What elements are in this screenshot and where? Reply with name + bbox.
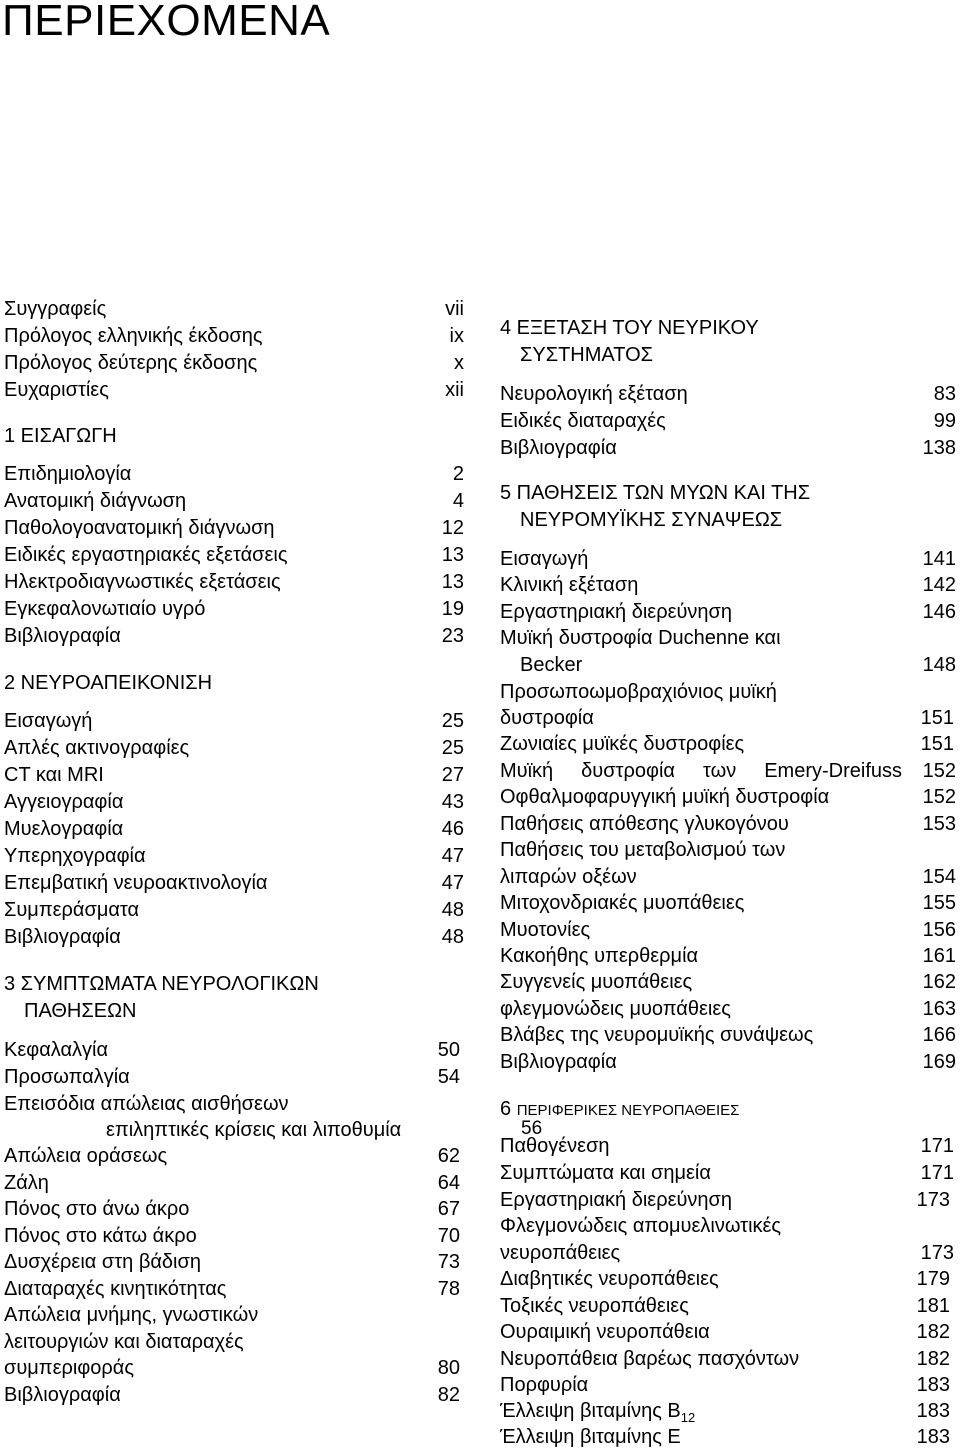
- entry-page: 152: [922, 760, 956, 782]
- entry-page: vii: [445, 298, 464, 320]
- entry-title: Εγκεφαλονωτιαίο υγρό: [4, 598, 206, 620]
- entry-page: 12: [441, 517, 464, 539]
- entry-title: δυστροφία: [500, 707, 594, 729]
- entry-word: Emery-Dreifuss: [764, 760, 902, 782]
- chapter-heading-cont[interactable]: ΝΕΥΡΟΜΥΪΚΗΣ ΣΥΝΑΨΕΩΣ: [520, 509, 783, 531]
- entry-title: Ειδικές εργαστηριακές εξετάσεις: [4, 544, 288, 566]
- entry-title: CT και MRI: [4, 764, 104, 786]
- entry-title: Προσωπαλγία: [4, 1066, 130, 1088]
- entry-page: 162: [922, 971, 956, 993]
- entry-page: 64: [437, 1172, 460, 1194]
- entry-page: ix: [449, 325, 464, 347]
- chapter-title: ΠΕΡΙΦΕΡΙΚΕΣ ΝΕΥΡΟΠΑΘΕΙΕΣ: [516, 1102, 740, 1119]
- toc-entry-title[interactable]: Απώλεια μνήμης, γνωστικών: [4, 1304, 259, 1326]
- entry-page: 161: [922, 945, 956, 967]
- entry-page: 13: [441, 571, 464, 593]
- entry-page: 153: [922, 813, 956, 835]
- entry-page: 47: [441, 845, 464, 867]
- entry-page: 171: [920, 1162, 954, 1184]
- entry-page: 182: [916, 1321, 950, 1343]
- entry-title: Βιβλιογραφία: [4, 1384, 121, 1406]
- entry-title: Επεμβατική νευροακτινολογία: [4, 872, 268, 894]
- chapter-heading-cont[interactable]: ΠΑΘΗΣΕΩΝ: [24, 1000, 137, 1022]
- entry-page: 43: [441, 791, 464, 813]
- entry-page: 182: [916, 1348, 950, 1370]
- entry-title: Υπερηχογραφία: [4, 845, 146, 867]
- chapter-heading-cont[interactable]: ΣΥΣΤΗΜΑΤΟΣ: [520, 344, 654, 366]
- entry-page: 152: [922, 786, 956, 808]
- entry-title: Οφθαλμοφαρυγγική μυϊκή δυστροφία: [500, 786, 830, 808]
- entry-page: 47: [441, 872, 464, 894]
- entry-title: Διαταραχές κινητικότητας: [4, 1278, 227, 1300]
- chapter-heading[interactable]: 3 ΣΥΜΠΤΩΜΑΤΑ ΝΕΥΡΟΛΟΓΙΚΩΝ: [4, 973, 319, 995]
- entry-title: Συγγραφείς: [4, 298, 107, 320]
- entry-page: 151: [920, 733, 954, 755]
- entry-page-overflow: 56: [521, 1118, 543, 1139]
- entry-title: συμπεριφοράς: [4, 1357, 135, 1379]
- toc-entry-title[interactable]: Επεισόδια απώλειας αισθήσεων: [4, 1093, 289, 1115]
- chapter-heading[interactable]: 4 ΕΞΕΤΑΣΗ ΤΟΥ ΝΕΥΡΙΚΟΥ: [500, 317, 759, 339]
- entry-page: x: [454, 352, 464, 374]
- entry-title-text: Έλλειψη βιταμίνης Β: [500, 1400, 681, 1422]
- entry-title: Εργαστηριακή διερεύνηση: [500, 1189, 733, 1211]
- entry-page: 67: [437, 1198, 460, 1220]
- chapter-heading[interactable]: 5 ΠΑΘΗΣΕΙΣ ΤΩΝ ΜΥΩΝ ΚΑΙ ΤΗΣ: [500, 482, 811, 504]
- entry-title: Πρόλογος ελληνικής έκδοσης: [4, 325, 263, 347]
- entry-title: Επιδημιολογία: [4, 463, 132, 485]
- entry-page: 62: [437, 1145, 460, 1167]
- entry-page: 70: [437, 1225, 460, 1247]
- entry-title: Βλάβες της νευρομυϊκής συνάψεως: [500, 1024, 814, 1046]
- entry-title: Πορφυρία: [500, 1374, 589, 1396]
- entry-subscript: 12: [680, 1410, 696, 1425]
- entry-page: 183: [916, 1400, 950, 1422]
- entry-title: [500, 759, 902, 783]
- chapter-number: 6: [500, 1098, 512, 1120]
- entry-title: Πρόλογος δεύτερης έκδοσης: [4, 352, 258, 374]
- entry-word: Μυϊκή: [500, 760, 554, 782]
- entry-page: 183: [916, 1426, 950, 1448]
- entry-title: Συμπτώματα και σημεία: [500, 1162, 711, 1184]
- toc-entry-title[interactable]: Παθήσεις του μεταβολισμού των: [500, 839, 786, 861]
- entry-page: 146: [922, 601, 956, 623]
- entry-title: Ευχαριστίες: [4, 379, 109, 401]
- entry-title: Δυσχέρεια στη βάδιση: [4, 1251, 201, 1273]
- entry-page: 173: [920, 1242, 954, 1264]
- entry-title: Νευροπάθεια βαρέως πασχόντων: [500, 1348, 800, 1370]
- entry-title: νευροπάθειες: [500, 1242, 621, 1264]
- entry-page: 25: [441, 710, 464, 732]
- entry-page: 46: [441, 818, 464, 840]
- entry-page: 82: [437, 1384, 460, 1406]
- toc-entry-title-cont[interactable]: επιληπτικές κρίσεις και λιποθυμία: [106, 1119, 402, 1141]
- entry-title: Κακοήθης υπερθερμία: [500, 945, 699, 967]
- entry-title: Κλινική εξέταση: [500, 574, 639, 596]
- entry-title: Έλλειψη βιταμίνης Ε: [500, 1426, 681, 1448]
- entry-page: 151: [920, 707, 954, 729]
- entry-title: Εισαγωγή: [4, 710, 93, 732]
- entry-title: Απώλεια οράσεως: [4, 1145, 168, 1167]
- entry-page: 78: [437, 1278, 460, 1300]
- entry-title: Βιβλιογραφία: [4, 625, 121, 647]
- entry-page: 48: [441, 899, 464, 921]
- entry-title: Ζάλη: [4, 1172, 49, 1194]
- entry-title: λιπαρών οξέων: [500, 866, 637, 888]
- entry-page: 148: [922, 654, 956, 676]
- entry-page: 54: [437, 1066, 460, 1088]
- entry-title: Συγγενείς μυοπάθειες: [500, 971, 693, 993]
- entry-title: Βιβλιογραφία: [500, 437, 617, 459]
- entry-page: 181: [916, 1295, 950, 1317]
- entry-title: Τοξικές νευροπάθειες: [500, 1295, 689, 1317]
- entry-title: [500, 1399, 695, 1423]
- entry-title: Κεφαλαλγία: [4, 1039, 109, 1061]
- entry-page: 2: [452, 463, 464, 485]
- entry-title: Παθογένεση: [500, 1135, 610, 1157]
- chapter-heading[interactable]: 2 ΝΕΥΡΟΑΠΕΙΚΟΝΙΣΗ: [4, 672, 213, 694]
- entry-page: xii: [445, 379, 464, 401]
- entry-title: Παθολογοανατομική διάγνωση: [4, 517, 275, 539]
- toc-entry-title[interactable]: Μυϊκή δυστροφία Duchenne και: [500, 627, 781, 649]
- entry-page: 48: [441, 926, 464, 948]
- entry-title: Εργαστηριακή διερεύνηση: [500, 601, 733, 623]
- entry-title: Ειδικές διαταραχές: [500, 410, 666, 432]
- entry-title: Μυοτονίες: [500, 919, 591, 941]
- entry-title: Ζωνιαίες μυϊκές δυστροφίες: [500, 733, 745, 755]
- entry-page: 156: [922, 919, 956, 941]
- entry-title: Συμπεράσματα: [4, 899, 140, 921]
- entry-title: Πόνος στο κάτω άκρο: [4, 1225, 197, 1247]
- entry-page: 80: [437, 1357, 460, 1379]
- entry-page: 13: [441, 544, 464, 566]
- entry-word: δυστροφία: [581, 760, 675, 782]
- entry-page: 173: [916, 1189, 950, 1211]
- entry-title: Αγγειογραφία: [4, 791, 124, 813]
- entry-title: Εισαγωγή: [500, 548, 589, 570]
- entry-page: 27: [441, 764, 464, 786]
- entry-page: 169: [922, 1051, 956, 1073]
- entry-page: 183: [916, 1374, 950, 1396]
- entry-title: Απλές ακτινογραφίες: [4, 737, 190, 759]
- entry-title: Παθήσεις απόθεσης γλυκογόνου: [500, 813, 789, 835]
- entry-title: Μιτοχονδριακές μυοπάθειες: [500, 892, 745, 914]
- entry-page: 19: [441, 598, 464, 620]
- entry-title: Βιβλιογραφία: [4, 926, 121, 948]
- entry-title: Πόνος στο άνω άκρο: [4, 1198, 190, 1220]
- toc-entry-title-cont[interactable]: λειτουργιών και διαταραχές: [4, 1331, 244, 1353]
- toc-entry-title[interactable]: Προσωποωμοβραχιόνιος μυϊκή: [500, 681, 777, 703]
- entry-page: 154: [922, 866, 956, 888]
- entry-page: 171: [920, 1135, 954, 1157]
- entry-page: 73: [437, 1251, 460, 1273]
- toc-entry-title[interactable]: Φλεγμονώδεις απομυελινωτικές: [500, 1215, 782, 1237]
- entry-page: 179: [916, 1268, 950, 1290]
- entry-title: φλεγμονώδεις μυοπάθειες: [500, 998, 731, 1020]
- entry-page: 166: [922, 1024, 956, 1046]
- entry-page: 83: [933, 383, 956, 405]
- entry-page: 25: [441, 737, 464, 759]
- entry-page: 163: [922, 998, 956, 1020]
- entry-page: 50: [437, 1039, 460, 1061]
- entry-page: 4: [452, 490, 464, 512]
- entry-title: Βιβλιογραφία: [500, 1051, 617, 1073]
- entry-page: 99: [933, 410, 956, 432]
- entry-title: Ανατομική διάγνωση: [4, 490, 187, 512]
- entry-word: των: [702, 760, 737, 782]
- entry-page: 141: [922, 548, 956, 570]
- entry-title: Μυελογραφία: [4, 818, 124, 840]
- page-title: ΠΕΡΙΕΧΟΜΕΝΑ: [2, 0, 331, 45]
- chapter-heading[interactable]: 1 ΕΙΣΑΓΩΓΗ: [4, 425, 117, 447]
- entry-page: 155: [922, 892, 956, 914]
- entry-title: Διαβητικές νευροπάθειες: [500, 1268, 719, 1290]
- entry-page: 23: [441, 625, 464, 647]
- entry-page: 142: [922, 574, 956, 596]
- entry-title: Becker: [520, 654, 583, 676]
- entry-title: Νευρολογική εξέταση: [500, 383, 688, 405]
- entry-page: 138: [922, 437, 956, 459]
- entry-title: Ηλεκτροδιαγνωστικές εξετάσεις: [4, 571, 281, 593]
- entry-title: Ουραιμική νευροπάθεια: [500, 1321, 710, 1343]
